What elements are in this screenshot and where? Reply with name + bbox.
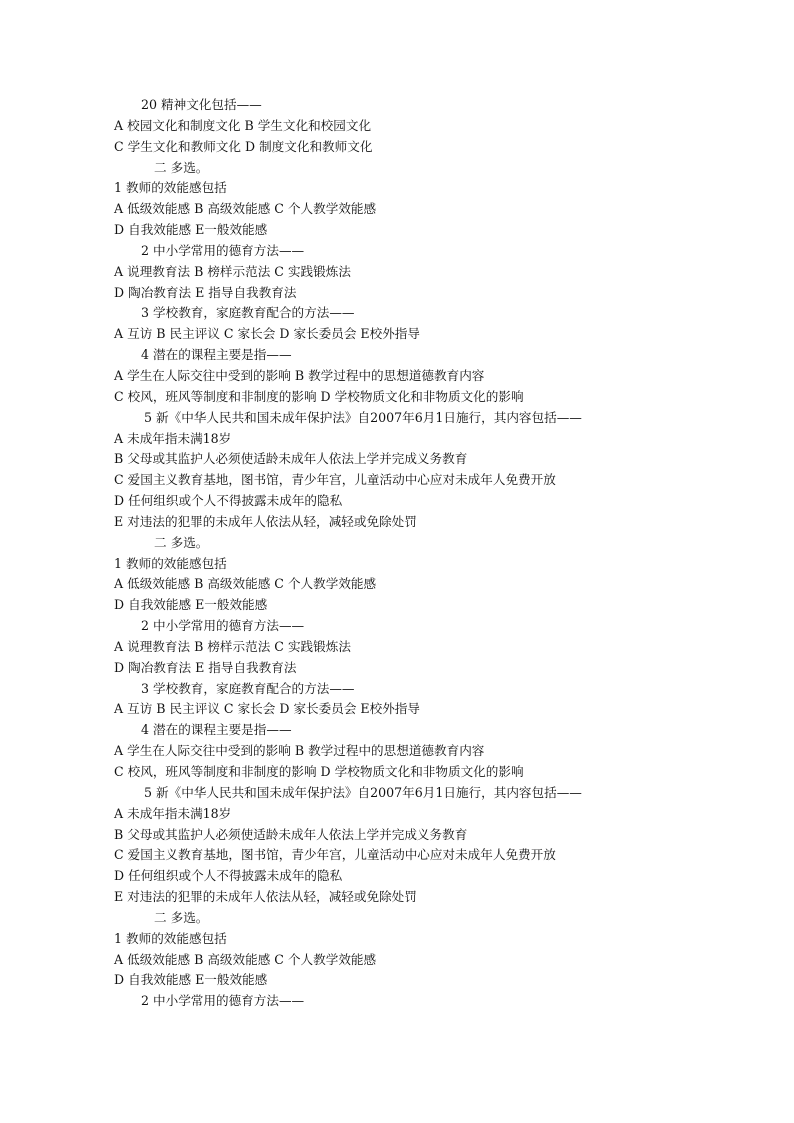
answer-options: A 未成年指未满18岁 bbox=[114, 805, 232, 821]
question-stem: 2 中小学常用的德育方法—— bbox=[141, 242, 305, 258]
answer-options: D 任何组织或个人不得披露未成年的隐私 bbox=[114, 868, 343, 884]
answer-options: A 说理教育法 B 榜样示范法 C 实践锻炼法 bbox=[114, 638, 351, 654]
section-heading: 二 多选。 bbox=[154, 909, 209, 925]
answer-options: C 爱国主义教育基地，图书馆，青少年宫，儿童活动中心应对未成年人免费开放 bbox=[114, 472, 556, 488]
answer-options: E 对违法的犯罪的未成年人依法从轻，减轻或免除处罚 bbox=[114, 513, 417, 529]
answer-options: A 学生在人际交往中受到的影响 B 教学过程中的思想道德教育内容 bbox=[114, 743, 485, 759]
question-stem: 4 潜在的课程主要是指—— bbox=[141, 722, 292, 738]
answer-options: D 自我效能感 E一般效能感 bbox=[114, 597, 268, 613]
question-stem: 4 潜在的课程主要是指—— bbox=[141, 347, 292, 363]
answer-options: A 学生在人际交往中受到的影响 B 教学过程中的思想道德教育内容 bbox=[114, 367, 485, 383]
question-stem: 5 新《中华人民共和国未成年保护法》自2007年6月1日施行，其内容包括—— bbox=[144, 784, 582, 800]
answer-options: E 对违法的犯罪的未成年人依法从轻，减轻或免除处罚 bbox=[114, 889, 417, 905]
question-stem: 3 学校教育，家庭教育配合的方法—— bbox=[141, 305, 355, 321]
answer-options: A 校园文化和制度文化 B 学生文化和校园文化 bbox=[114, 117, 372, 133]
answer-options: A 低级效能感 B 高级效能感 C 个人教学效能感 bbox=[114, 951, 377, 967]
answer-options: A 低级效能感 B 高级效能感 C 个人教学效能感 bbox=[114, 576, 377, 592]
answer-options: D 自我效能感 E一般效能感 bbox=[114, 972, 268, 988]
answer-options: C 爱国主义教育基地，图书馆，青少年宫，儿童活动中心应对未成年人免费开放 bbox=[114, 847, 556, 863]
answer-options: C 学生文化和教师文化 D 制度文化和教师文化 bbox=[114, 138, 373, 154]
question-stem: 1 教师的效能感包括 bbox=[114, 555, 227, 571]
question-stem: 20 精神文化包括—— bbox=[141, 97, 262, 112]
answer-options: C 校风，班风等制度和非制度的影响 D 学校物质文化和非物质文化的影响 bbox=[114, 388, 524, 404]
section-heading: 二 多选。 bbox=[154, 159, 209, 175]
answer-options: A 说理教育法 B 榜样示范法 C 实践锻炼法 bbox=[114, 263, 351, 279]
question-stem: 3 学校教育，家庭教育配合的方法—— bbox=[141, 680, 355, 696]
question-stem: 2 中小学常用的德育方法—— bbox=[141, 993, 305, 1009]
section-heading: 二 多选。 bbox=[154, 534, 209, 550]
question-stem: 1 教师的效能感包括 bbox=[114, 930, 227, 946]
question-stem: 1 教师的效能感包括 bbox=[114, 180, 227, 196]
answer-options: D 任何组织或个人不得披露未成年的隐私 bbox=[114, 493, 343, 509]
answer-options: A 未成年指未满18岁 bbox=[114, 430, 232, 446]
question-stem: 5 新《中华人民共和国未成年保护法》自2007年6月1日施行，其内容包括—— bbox=[144, 409, 582, 425]
answer-options: A 互访 B 民主评议 C 家长会 D 家长委员会 E校外指导 bbox=[114, 701, 420, 717]
answer-options: D 陶冶教育法 E 指导自我教育法 bbox=[114, 284, 297, 300]
answer-options: D 自我效能感 E一般效能感 bbox=[114, 222, 268, 238]
answer-options: C 校风，班风等制度和非制度的影响 D 学校物质文化和非物质文化的影响 bbox=[114, 764, 524, 779]
answer-options: A 互访 B 民主评议 C 家长会 D 家长委员会 E校外指导 bbox=[114, 326, 420, 342]
answer-options: A 低级效能感 B 高级效能感 C 个人教学效能感 bbox=[114, 201, 377, 217]
answer-options: D 陶冶教育法 E 指导自我教育法 bbox=[114, 659, 297, 675]
question-stem: 2 中小学常用的德育方法—— bbox=[141, 618, 305, 634]
document-body bbox=[114, 95, 674, 1012]
answer-options: B 父母或其监护人必须使适龄未成年人依法上学并完成义务教育 bbox=[114, 826, 468, 842]
answer-options: B 父母或其监护人必须使适龄未成年人依法上学并完成义务教育 bbox=[114, 451, 468, 467]
